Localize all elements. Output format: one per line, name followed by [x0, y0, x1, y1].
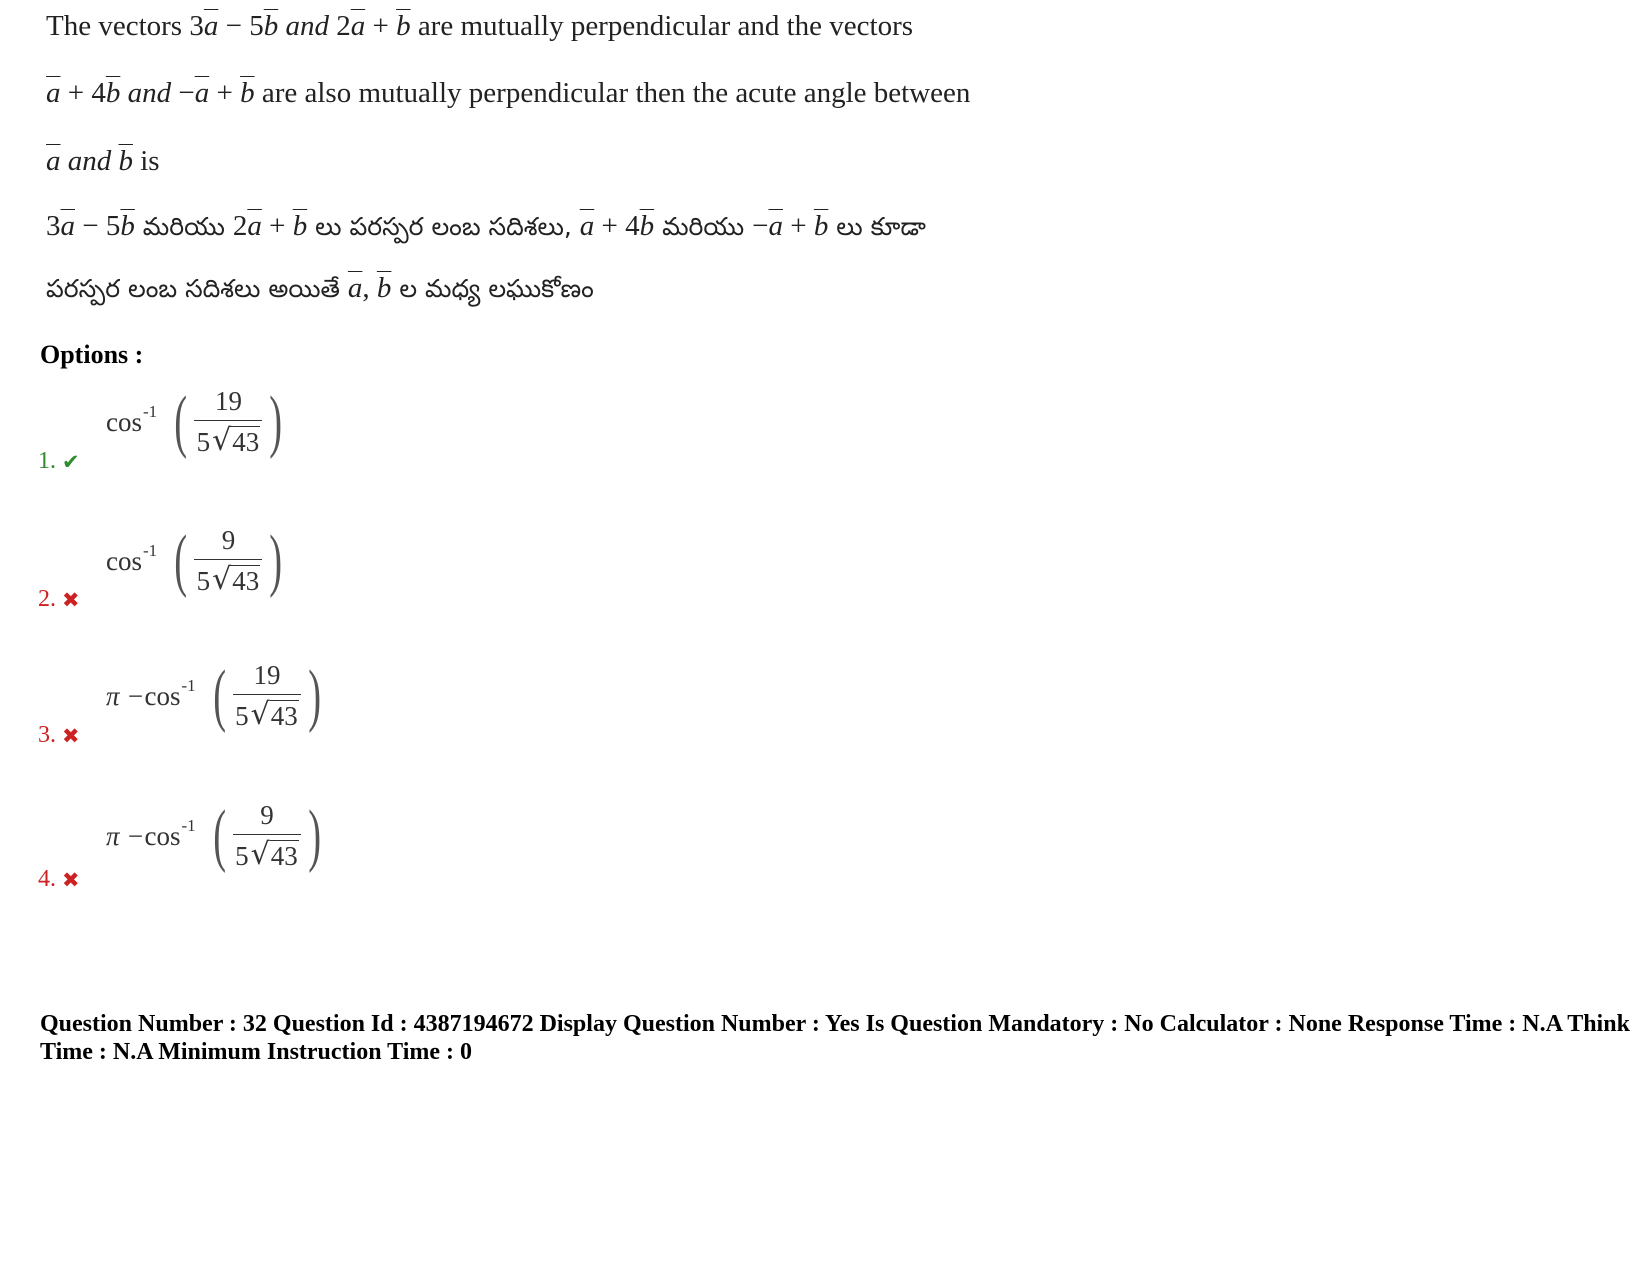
cross-icon: ✖ — [62, 587, 80, 612]
option-number: 1. — [38, 448, 56, 474]
math-term: + — [261, 210, 293, 242]
vector-a: $\overline{a}$ — [247, 210, 262, 242]
vector-b: $\overline{b}$ — [376, 272, 392, 304]
vector-b: $\overline{b}$ — [396, 10, 411, 42]
math-term: − 5 — [75, 210, 121, 242]
left-paren: ( — [212, 797, 226, 874]
option-2-formula — [106, 522, 288, 599]
question-text: The vectors — [46, 10, 190, 42]
math-term: − — [178, 77, 195, 109]
telugu-text: ల మధ్య లఘుకోణం — [391, 274, 594, 303]
question-text: are also mutually perpendicular then the acute angle between — [254, 77, 971, 109]
numerator: 19 — [233, 660, 301, 695]
den-coef: 5 — [235, 841, 249, 871]
vector-b: $\overline{b}$ — [292, 210, 308, 242]
denominator — [235, 695, 299, 732]
option-number: 2. — [38, 586, 56, 612]
numerator: 9 — [233, 800, 301, 835]
exponent: -1 — [143, 541, 158, 560]
math-term: + — [782, 210, 814, 242]
telugu-text: మరియు — [654, 212, 753, 241]
radicand: 43 — [270, 841, 298, 871]
function-label: cos — [106, 546, 142, 576]
option-1-label — [38, 448, 80, 475]
sqrt-icon: √ — [212, 423, 232, 458]
function-cos — [144, 816, 208, 852]
cross-icon: ✖ — [62, 867, 80, 892]
den-coef: 5 — [235, 701, 249, 731]
den-coef: 5 — [196, 566, 211, 596]
left-paren: ( — [212, 657, 226, 734]
function-label: cos — [144, 681, 181, 711]
vector-b: $\overline{b}$ — [813, 210, 829, 242]
right-paren: ) — [269, 383, 283, 460]
math-term: − — [752, 210, 769, 242]
math-term: 2 — [336, 10, 351, 42]
math-term: + 4 — [594, 210, 640, 242]
left-paren: ( — [174, 383, 188, 460]
telugu-text: మరియు — [134, 212, 233, 241]
vector-b: $\overline{b}$ — [240, 77, 255, 109]
numerator: 9 — [194, 525, 262, 560]
question-line-2 — [46, 75, 970, 111]
function-label: cos — [106, 407, 142, 437]
exponent: -1 — [143, 402, 158, 421]
options-heading: Options : — [40, 340, 144, 369]
math-term: and — [278, 10, 337, 42]
math-term: and — [60, 145, 119, 177]
option-prefix: π − — [106, 680, 145, 711]
exponent: -1 — [181, 816, 196, 835]
vector-a: $\overline{a}$ — [347, 272, 363, 304]
option-number: 3. — [38, 722, 56, 748]
math-term: + — [365, 10, 397, 42]
denominator — [197, 560, 261, 597]
vector-a: $\overline{a}$ — [60, 210, 75, 242]
telugu-text: లు కూడా — [828, 212, 926, 241]
math-term: 3 — [46, 210, 61, 242]
vector-a: $\overline{a}$ — [194, 77, 210, 109]
right-paren: ) — [308, 657, 322, 734]
right-paren: ) — [269, 522, 283, 599]
function-cos — [144, 676, 208, 712]
vector-b: $\overline{b}$ — [639, 210, 655, 242]
right-paren: ) — [308, 797, 322, 874]
question-line-telugu-1 — [46, 208, 926, 245]
option-3-label — [38, 722, 80, 749]
vector-a: $\overline{a}$ — [350, 10, 366, 42]
checkmark-icon: ✔ — [62, 449, 80, 474]
fraction — [194, 525, 262, 597]
math-term: 3 — [189, 10, 204, 42]
math-term: + — [209, 77, 241, 109]
telugu-text: పరస్పర లంబ సదిశలు అయితే — [46, 274, 348, 303]
question-line-3 — [46, 143, 160, 179]
question-metadata: Question Number : 32 Question Id : 4387194672 Display Question Number : Yes Is Question Mandatory : No Calculator : None Response Time : N.A Think Time : N.A Minimum Instruction Time : 0 — [40, 1011, 1630, 1065]
question-text: are mutually perpendicular and the vectors — [410, 10, 914, 42]
den-coef: 5 — [196, 427, 211, 457]
option-4-formula — [106, 797, 326, 874]
fraction — [194, 386, 262, 458]
math-term: , — [362, 272, 377, 304]
vector-a: $\overline{a}$ — [768, 210, 783, 242]
telugu-text: లు పరస్పర లంబ సదిశలు, — [307, 212, 580, 241]
vector-b: $\overline{b}$ — [120, 210, 135, 242]
sqrt-icon: √ — [250, 837, 270, 872]
cross-icon: ✖ — [62, 723, 80, 748]
sqrt-icon: √ — [212, 562, 232, 597]
function-label: cos — [144, 821, 181, 851]
option-number: 4. — [38, 866, 56, 892]
option-2-label — [38, 586, 80, 613]
vector-b: $\overline{b}$ — [263, 10, 279, 42]
denominator — [235, 835, 299, 872]
fraction — [233, 800, 301, 872]
exponent: -1 — [181, 676, 196, 695]
math-term: 2 — [232, 210, 248, 242]
numerator: 19 — [194, 386, 262, 421]
radicand: 43 — [232, 566, 260, 596]
question-line-1 — [46, 8, 913, 44]
vector-a: $\overline{a}$ — [203, 10, 219, 42]
option-3-formula — [106, 657, 326, 734]
option-prefix: π − — [106, 820, 145, 851]
function-cos — [106, 541, 169, 577]
option-1-formula — [106, 383, 288, 460]
radicand: 43 — [270, 701, 298, 731]
denominator — [197, 421, 261, 458]
vector-a: $\overline{a}$ — [579, 210, 595, 242]
option-4-label — [38, 866, 80, 893]
math-term: − 5 — [218, 10, 264, 42]
left-paren: ( — [174, 522, 188, 599]
vector-a: $\overline{a}$ — [46, 77, 61, 109]
vector-b: $\overline{b}$ — [118, 145, 133, 177]
question-line-telugu-2 — [46, 270, 594, 307]
math-term: and — [120, 77, 179, 109]
function-cos — [106, 402, 169, 438]
question-text: is — [133, 145, 160, 177]
sqrt-icon: √ — [250, 697, 270, 732]
vector-b: $\overline{b}$ — [105, 77, 121, 109]
vector-a: $\overline{a}$ — [46, 145, 61, 177]
fraction — [233, 660, 301, 732]
math-term: + 4 — [60, 77, 106, 109]
radicand: 43 — [232, 427, 260, 457]
